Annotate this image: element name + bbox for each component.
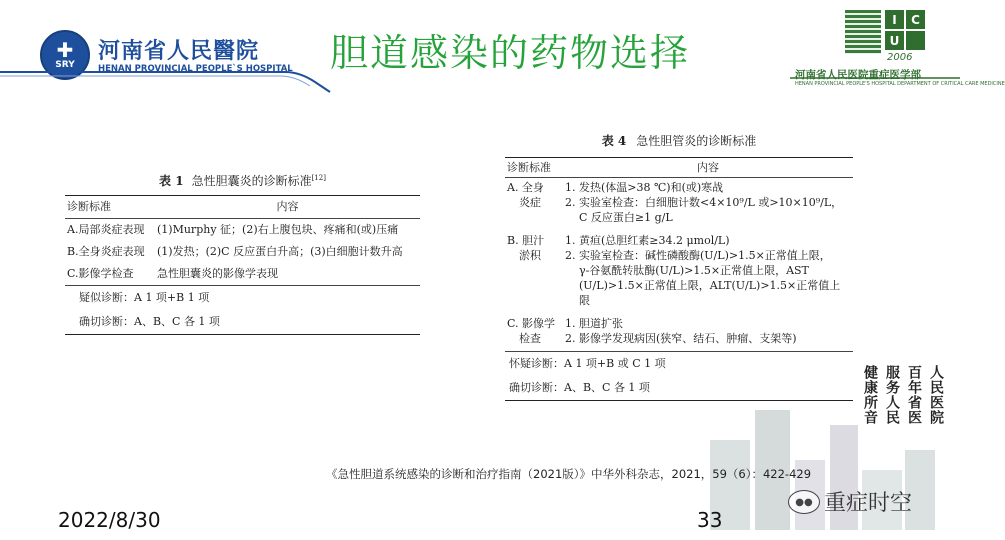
table-acute-cholecystitis xyxy=(65,172,420,335)
criterion-label-line: 炎症 xyxy=(519,196,541,209)
department-name-cn: 河南省人民医院重症医学部 xyxy=(795,69,921,81)
slogan-column: 健康所音 xyxy=(862,365,878,425)
hospital-emblem-icon: ✚ SRY xyxy=(40,30,90,80)
table-caption xyxy=(65,172,420,189)
content-line: γ-谷氨酰转肽酶(U/L)>1.5×正常值上限，AST xyxy=(579,264,809,277)
caption-reference: [12] xyxy=(311,174,326,182)
reference-citation: 《急性胆道系统感染的诊断和治疗指南（2021版）》中华外科杂志，2021，59（6）：422-429 xyxy=(326,467,812,481)
criterion-label: C.影像学检查 xyxy=(67,267,134,280)
criterion-label xyxy=(507,233,565,308)
criterion-label-line: A. 全身 xyxy=(507,181,544,194)
table-row xyxy=(505,231,853,310)
icu-year: 2006 xyxy=(887,52,913,63)
criterion-label-line: 淤积 xyxy=(519,249,541,262)
suspected-diagnosis: 怀疑诊断：A 1 项+B 或 C 1 项 xyxy=(509,357,666,370)
content-line: 2. 实验室检查：白细胞计数<4×10⁹/L 或>10×10⁹/L， xyxy=(565,196,843,209)
column-header: 诊断标准 xyxy=(507,161,551,174)
content-line: (U/L)>1.5×正常值上限，ALT(U/L)>1.5×正常值上 xyxy=(579,279,841,292)
wechat-icon: ●● xyxy=(788,490,820,514)
caption-number: 表 4 xyxy=(601,134,627,148)
slide-title: 胆道感染的药物选择 xyxy=(330,31,691,75)
suspected-diagnosis: 疑似诊断：A 1 项+B 1 项 xyxy=(79,291,210,304)
watermark-account-name: 重症时空 xyxy=(824,491,913,516)
criterion-label-line: B. 胆汁 xyxy=(507,234,545,247)
criterion-content xyxy=(565,316,851,346)
criterion-content xyxy=(565,233,851,308)
hospital-name-en: HENAN PROVINCIAL PEOPLE`S HOSPITAL xyxy=(98,64,293,74)
criterion-label: B.全身炎症表现 xyxy=(67,245,145,258)
emblem-badge-text: SRY xyxy=(55,60,75,70)
slogan-column: 人民医院 xyxy=(928,365,944,425)
criterion-content: 急性胆囊炎的影像学表现 xyxy=(157,267,278,280)
column-header: 内容 xyxy=(276,200,299,213)
content-line: 2. 实验室检查：碱性磷酸酶(U/L)>1.5×正常值上限， xyxy=(565,249,831,262)
table-acute-cholangitis xyxy=(505,132,853,401)
content-line: 限 xyxy=(579,294,590,307)
column-header: 内容 xyxy=(697,161,719,174)
icu-letter: I xyxy=(885,10,904,29)
criterion-content: (1)Murphy 征；(2)右上腹包块、疼痛和(或)压痛 xyxy=(157,223,399,236)
slogan-column: 百年省医 xyxy=(906,365,922,425)
table-row xyxy=(65,263,420,285)
confirmed-diagnosis: 确切诊断：A、B、C 各 1 项 xyxy=(79,315,220,328)
table-row xyxy=(65,219,420,241)
content-line: 1. 胆道扩张 xyxy=(565,317,623,330)
criterion-label-line: C. 影像学 xyxy=(507,317,556,330)
table-row xyxy=(505,178,853,227)
caption-text: 急性胆囊炎的诊断标准 xyxy=(191,174,312,188)
table-caption xyxy=(505,132,853,149)
criterion-content: (1)发热；(2)C 反应蛋白升高；(3)白细胞计数升高 xyxy=(157,245,403,258)
confirmed-diagnosis: 确切诊断：A、B、C 各 1 项 xyxy=(509,381,650,394)
building-icon xyxy=(845,10,881,54)
table-row xyxy=(505,314,853,348)
caption-text: 急性胆管炎的诊断标准 xyxy=(636,134,757,148)
content-line: 2. 影像学发现病因(狭窄、结石、肿瘤、支架等) xyxy=(565,332,797,345)
content-line: 1. 发热(体温>38 ℃)和(或)寒战 xyxy=(565,181,724,194)
slogan-column: 服务人民 xyxy=(884,365,900,425)
table-row xyxy=(65,241,420,263)
slide-date: 2022/8/30 xyxy=(58,508,161,532)
content-line: C 反应蛋白≥1 g/L xyxy=(579,211,673,224)
page-number: 33 xyxy=(697,508,723,532)
criterion-label-line: 检查 xyxy=(519,332,541,345)
criterion-label xyxy=(507,180,565,225)
icu-letter: C xyxy=(906,10,925,29)
table-header-row xyxy=(65,196,420,218)
column-header: 诊断标准 xyxy=(67,200,111,213)
criterion-label xyxy=(507,316,565,346)
criterion-content xyxy=(565,180,851,225)
table-header-row xyxy=(505,158,853,177)
icu-letter: U xyxy=(885,31,904,50)
icu-letter xyxy=(906,31,925,50)
department-name-en: HENAN PROVINCIAL PEOPLE'S HOSPITAL DEPARTMENT OF CRITICAL CARE MEDICINE xyxy=(795,81,1005,87)
icu-letters xyxy=(885,10,925,50)
criterion-label: A.局部炎症表现 xyxy=(67,223,145,236)
content-line: 1. 黄疸(总胆红素≥34.2 μmol/L) xyxy=(565,234,730,247)
header-decoration xyxy=(0,70,960,100)
hospital-name-cn: 河南省人民醫院 xyxy=(98,38,260,64)
caption-number: 表 1 xyxy=(159,174,184,188)
